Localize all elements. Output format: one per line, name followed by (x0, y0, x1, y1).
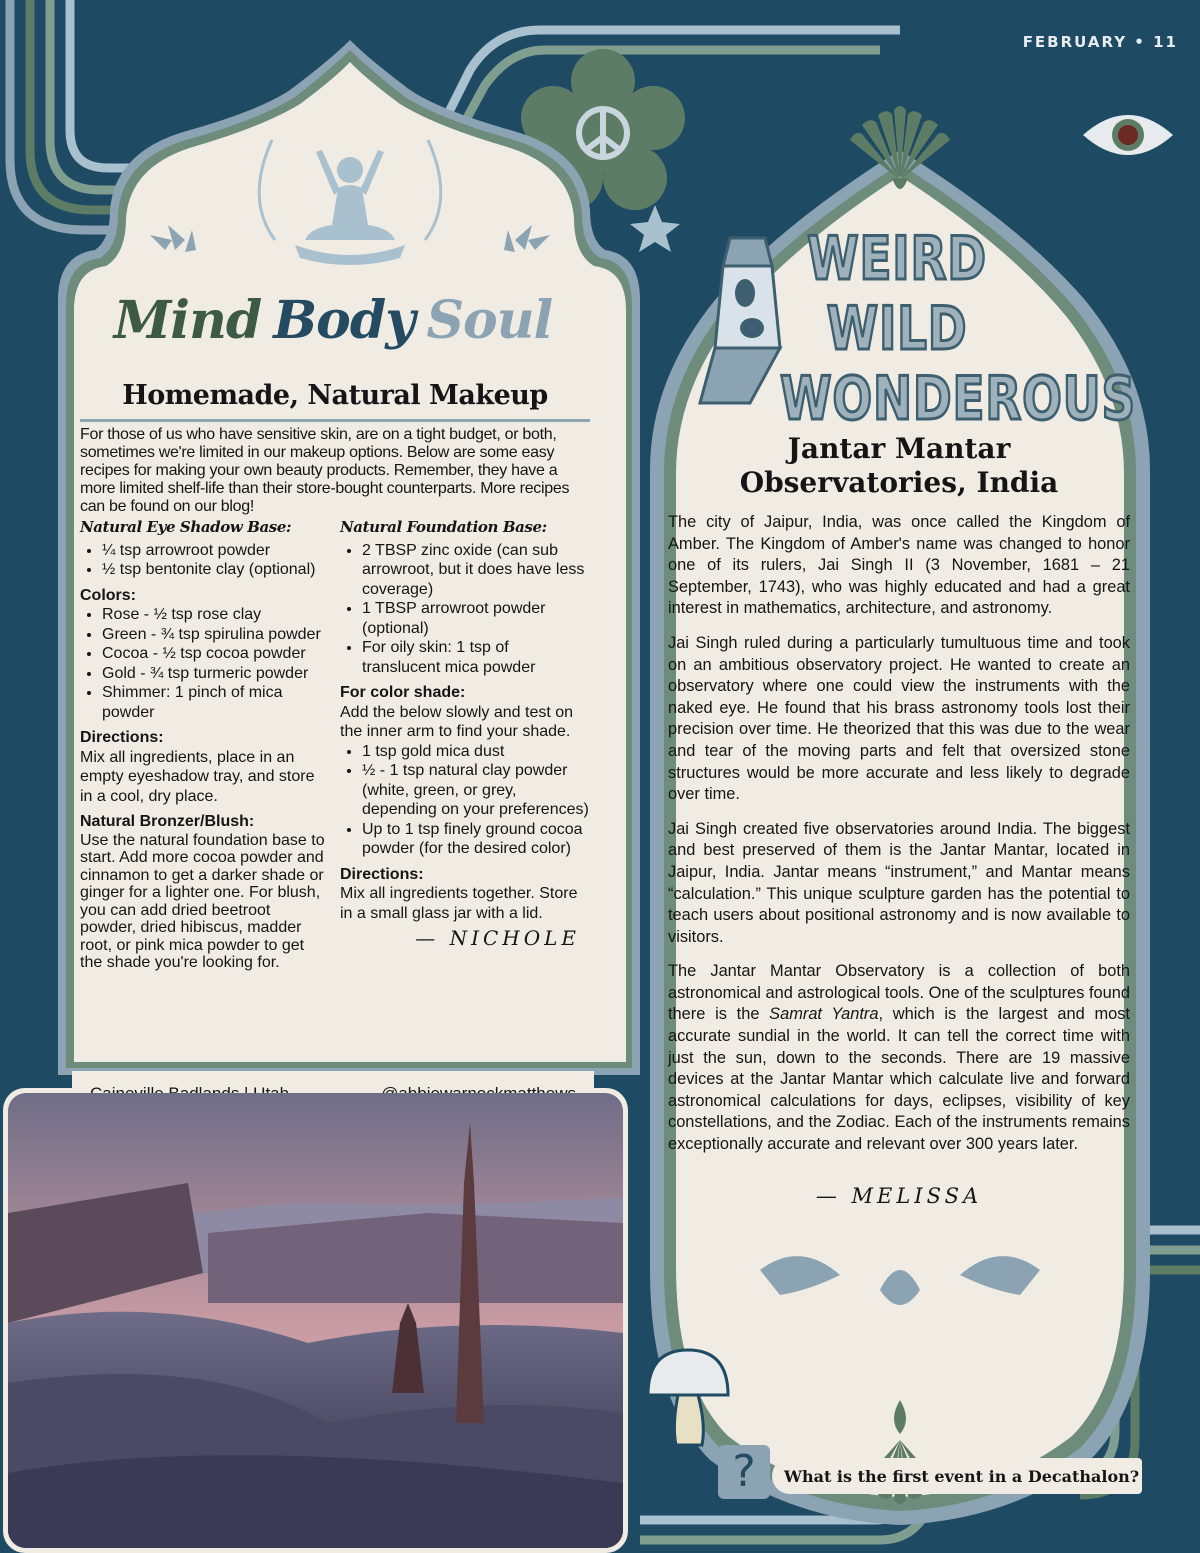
logo-word-body: Body (273, 290, 415, 351)
logo-line-1: WEIRD WILD (807, 224, 987, 364)
weird-wild-wonderous-logo (780, 224, 1136, 434)
list-item: • Up to 1 tsp finely ground cocoa powder (for the desired color) (362, 820, 590, 859)
foundation-directions-text: Mix all ingredients together. Store in a small glass jar with a lid. (340, 885, 578, 922)
paragraph: Jai Singh ruled during a particularly tumultuous time and took on an ambitious observatory project. He wanted to create an observatory where one could view the instruments with the naked eye. He found that his brass astronomy tools lost their precision over time. He theorized that this was due to the wear and tear of the moving parts and felt that oversized stone structures would be more accurate and less likely to degrade over time. (668, 633, 1130, 804)
samrat-yantra-term: Samrat Yantra (769, 1005, 879, 1024)
trivia-question: What is the first event in a Decathalon? (772, 1458, 1142, 1494)
list-item: • Shimmer: 1 pinch of mica powder (102, 683, 330, 722)
logo-line-2: WONDEROUS (780, 364, 1136, 434)
eye-shadow-heading: Natural Eye Shadow Base: (80, 518, 292, 536)
list-item: • ½ tsp bentonite clay (optional) (102, 560, 330, 580)
title-divider (80, 419, 590, 422)
foundation-column (340, 518, 590, 972)
list-item: • 1 TBSP arrowroot powder (optional) (362, 599, 590, 638)
paragraph: Jai Singh created five observatories around India. The biggest and best preserved of them is the Jantar Mantar, located in Jaipur, India. Jantar means “instrument,” and Mantar means “calculation.” This unique sculpture garden has the potential to teach users about positional astronomy and is now available to visitors. (668, 819, 1130, 946)
mind-body-soul-logo (88, 290, 578, 351)
list-item: • 2 TBSP zinc oxide (can sub arrowroot, but it does have less coverage) (362, 541, 590, 600)
list-item: • Rose - ½ tsp rose clay (102, 605, 330, 625)
title-line-2: Observatories, India (739, 466, 1059, 499)
paragraph: The city of Jaipur, India, was once called the Kingdom of Amber. The Kingdom of Amber's name was changed to honor one of its rulers, Jai Singh II (3 November, 1681 – 21 September, 1743), who was highly educated and had a great interest in mathematics, architecture, and astronomy. (668, 513, 1130, 618)
list-item: • For oily skin: 1 tsp of translucent mica powder (362, 638, 590, 677)
paragraph-text: The Jantar Mantar Observatory is a collection of both astronomical and astrological tools. One of the sculptures found there is the (668, 962, 1130, 1024)
colors-heading: Colors: (80, 586, 136, 604)
paragraph-text: , which is the largest and most accurate sundial in the world. It can tell the correct time with just the sun, down to the seconds. There are 19 massive devices at the Jantar Mantar which calculate live and forward astronomical calculations for days, eclipses, visibility of key constellations, and the Zodiac. Each of the instruments remains exceptionally accurate and relevant over 300 years later. (668, 1005, 1130, 1154)
list-item: • ¼ tsp arrowroot powder (102, 541, 330, 561)
colors-list (80, 605, 330, 722)
list-item: • ½ - 1 tsp natural clay powder (white, green, or grey, depending on your preferences) (362, 761, 590, 820)
badlands-photo (8, 1093, 623, 1548)
paragraph (668, 961, 1130, 1155)
bronzer-heading: Natural Bronzer/Blush: (80, 813, 255, 830)
makeup-article (80, 380, 590, 972)
jantar-mantar-article (668, 432, 1130, 1208)
article-intro: For those of us who have sensitive skin, are on a tight budget, or both, sometimes we're limited in our makeup options. Below are some easy recipes for making your own beauty products. Remember, they have a more limited shelf-life than their store-bought counterparts. More recipes can be found on our blog! (80, 426, 570, 515)
recipe-columns (80, 518, 590, 972)
foundation-list (340, 541, 590, 678)
logo-word-soul: Soul (426, 290, 553, 351)
author-signature: — NICHOLE (415, 926, 580, 950)
directions-heading: Directions: (80, 729, 164, 746)
logo-word-mind: Mind (113, 290, 262, 351)
shade-list (340, 742, 590, 859)
directions-text: Mix all ingredients, place in an empty eyeshadow tray, and store in a cool, dry place. (80, 748, 315, 805)
list-item: • Green - ¾ tsp spirulina powder (102, 625, 330, 645)
article-title: Homemade, Natural Makeup (122, 380, 548, 411)
foundation-directions-heading: Directions: (340, 865, 424, 883)
page-number: FEBRUARY • 11 (1022, 33, 1178, 51)
bronzer-text: Use the natural foundation base to start. Add more cocoa powder and cinnamon to get a darker shade or ginger for a lighter one. For blush, you can add dried beetroot powder, dried hibiscus, madder root, or pink mica powder to get the shade you're looking for. (80, 831, 325, 971)
eye-shadow-column (80, 518, 330, 972)
foundation-heading: Natural Foundation Base: (340, 518, 547, 536)
list-item: • Cocoa - ½ tsp cocoa powder (102, 644, 330, 664)
eye-shadow-list (80, 541, 330, 580)
author-signature: — MELISSA (815, 1183, 983, 1208)
color-shade-text: Add the below slowly and test on the inner arm to find your shade. (340, 703, 574, 740)
list-item: • 1 tsp gold mica dust (362, 742, 590, 762)
color-shade-heading: For color shade: (340, 684, 466, 701)
title-line-1: Jantar Mantar (787, 432, 1011, 465)
question-mark-icon: ? (718, 1445, 770, 1499)
article-title (668, 432, 1130, 500)
list-item: • Gold - ¾ tsp turmeric powder (102, 664, 330, 684)
